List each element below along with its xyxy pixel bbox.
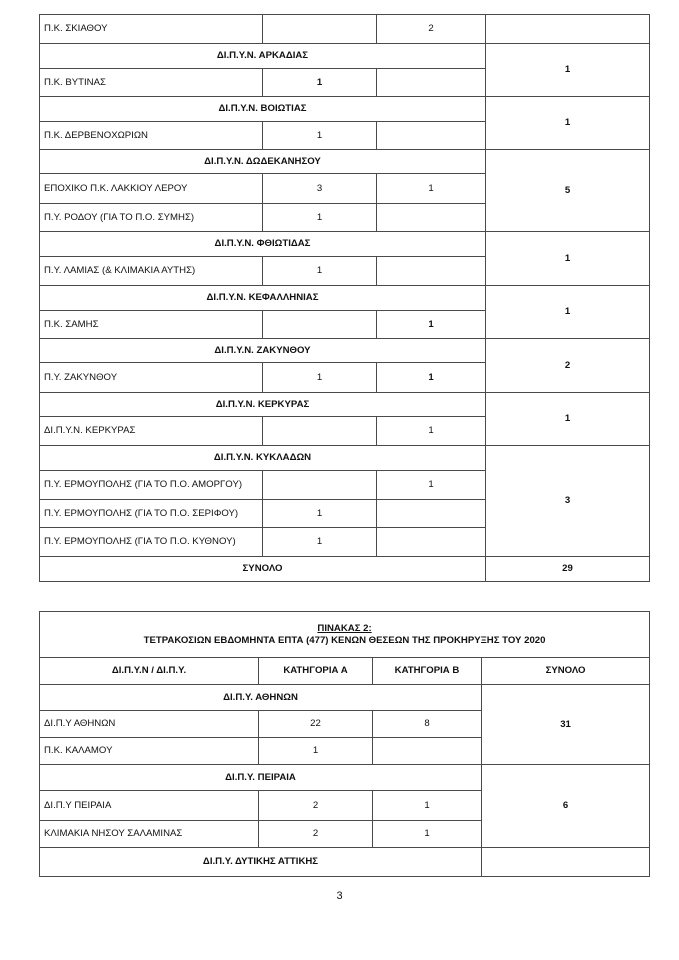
grand-total-row <box>40 557 650 582</box>
table-header-row <box>40 658 650 685</box>
table-caption-title: ΤΕΤΡΑΚΟΣΙΩΝ ΕΒΔΟΜΗΝΤΑ ΕΠΤΑ (477) ΚΕΝΩΝ ΘΕΣΕΩΝ ΤΗΣ ΠΡΟΚΗΡΥΞΗΣ ΤΟΥ 2020 <box>143 634 546 646</box>
category-a-value <box>263 417 377 446</box>
total-cell <box>486 15 650 44</box>
table-caption <box>40 612 650 658</box>
group-row <box>40 286 650 311</box>
group-title: ΔΙ.Π.Υ.Ν. ΚΥΚΛΑΔΩΝ <box>40 446 486 471</box>
category-b-value <box>377 204 486 232</box>
unit-name: Π.Κ. ΚΑΛΑΜΟΥ <box>40 738 259 765</box>
group-row <box>40 765 650 791</box>
category-b-value: 1 <box>373 791 482 821</box>
category-a-value <box>263 471 377 500</box>
group-title: ΔΙ.Π.Υ.Ν. ΖΑΚΥΝΘΟΥ <box>40 339 486 363</box>
group-title: ΔΙ.Π.Υ. ΔΥΤΙΚΗΣ ΑΤΤΙΚΗΣ <box>40 848 482 877</box>
group-total: 1 <box>486 393 650 446</box>
category-a-value: 1 <box>259 738 373 765</box>
category-b-value: 1 <box>377 363 486 393</box>
group-total: 1 <box>486 44 650 97</box>
group-total: 1 <box>486 232 650 286</box>
category-a-value: 22 <box>259 711 373 738</box>
category-b-value <box>373 738 482 765</box>
category-b-value <box>377 500 486 528</box>
group-title: ΔΙ.Π.Υ.Ν. ΔΩΔΕΚΑΝΗΣΟΥ <box>40 150 486 174</box>
category-b-value: 2 <box>377 15 486 44</box>
category-b-value <box>377 528 486 557</box>
group-total: 3 <box>486 446 650 557</box>
category-a-value <box>263 15 377 44</box>
table-caption-number: ΠΙΝΑΚΑΣ 2: <box>317 623 372 635</box>
unit-name: ΔΙ.Π.Υ ΑΘΗΝΩΝ <box>40 711 259 738</box>
group-title: ΔΙ.Π.Υ.Ν. ΒΟΙΩΤΙΑΣ <box>40 97 486 122</box>
category-b-value: 1 <box>377 417 486 446</box>
header-category-a: ΚΑΤΗΓΟΡΙΑ Α <box>259 658 373 685</box>
group-total: 31 <box>482 685 650 765</box>
header-unit: ΔΙ.Π.Υ.Ν / ΔΙ.Π.Υ. <box>40 658 259 685</box>
category-a-value: 1 <box>263 122 377 150</box>
category-b-value: 1 <box>373 821 482 848</box>
unit-name: Π.Υ. ΕΡΜΟΥΠΟΛΗΣ (ΓΙΑ ΤΟ Π.Ο. ΑΜΟΡΓΟΥ) <box>40 471 263 500</box>
unit-name: Π.Κ. ΒΥΤΙΝΑΣ <box>40 69 263 97</box>
header-category-b: ΚΑΤΗΓΟΡΙΑ Β <box>373 658 482 685</box>
group-row <box>40 446 650 471</box>
group-title: ΔΙ.Π.Υ. ΑΘΗΝΩΝ <box>40 685 482 711</box>
category-a-value: 1 <box>263 69 377 97</box>
vacancies-table-1 <box>39 14 650 582</box>
unit-name: ΔΙ.Π.Υ ΠΕΙΡΑΙΑ <box>40 791 259 821</box>
category-b-value <box>377 122 486 150</box>
category-a-value <box>263 311 377 339</box>
unit-name: Π.Υ. ΡΟΔΟΥ (ΓΙΑ ΤΟ Π.Ο. ΣΥΜΗΣ) <box>40 204 263 232</box>
unit-name: ΚΛΙΜΑΚΙΑ ΝΗΣΟΥ ΣΑΛΑΜΙΝΑΣ <box>40 821 259 848</box>
group-total: 5 <box>486 150 650 232</box>
grand-total-label: ΣΥΝΟΛΟ <box>40 557 486 582</box>
table-row <box>40 15 650 44</box>
group-total <box>482 848 650 877</box>
category-b-value: 1 <box>377 471 486 500</box>
category-b-value <box>377 69 486 97</box>
page-number: 3 <box>336 890 343 902</box>
grand-total-value: 29 <box>486 557 650 582</box>
group-title: ΔΙ.Π.Υ.Ν. ΑΡΚΑΔΙΑΣ <box>40 44 486 69</box>
table-caption-row <box>40 612 650 658</box>
unit-name: Π.Κ. ΣΚΙΑΘΟΥ <box>40 15 263 44</box>
group-title: ΔΙ.Π.Υ. ΠΕΙΡΑΙΑ <box>40 765 482 791</box>
category-b-value <box>377 257 486 286</box>
category-a-value: 1 <box>263 204 377 232</box>
group-title: ΔΙ.Π.Υ.Ν. ΚΕΦΑΛΛΗΝΙΑΣ <box>40 286 486 311</box>
category-b-value: 1 <box>377 311 486 339</box>
group-row <box>40 848 650 877</box>
category-b-value: 8 <box>373 711 482 738</box>
unit-name: Π.Υ. ΛΑΜΙΑΣ (& ΚΛΙΜΑΚΙΑ ΑΥΤΗΣ) <box>40 257 263 286</box>
unit-name: ΔΙ.Π.Υ.Ν. ΚΕΡΚΥΡΑΣ <box>40 417 263 446</box>
group-title: ΔΙ.Π.Υ.Ν. ΦΘΙΩΤΙΔΑΣ <box>40 232 486 257</box>
unit-name: ΕΠΟΧΙΚΟ Π.Κ. ΛΑΚΚΙΟΥ ΛΕΡΟΥ <box>40 174 263 204</box>
header-total: ΣΥΝΟΛΟ <box>482 658 650 685</box>
group-total: 1 <box>486 97 650 150</box>
category-b-value: 1 <box>377 174 486 204</box>
group-row <box>40 685 650 711</box>
category-a-value: 1 <box>263 257 377 286</box>
category-a-value: 1 <box>263 500 377 528</box>
group-row <box>40 232 650 257</box>
group-row <box>40 393 650 417</box>
unit-name: Π.Υ. ΖΑΚΥΝΘΟΥ <box>40 363 263 393</box>
category-a-value: 1 <box>263 363 377 393</box>
group-row <box>40 150 650 174</box>
group-row <box>40 44 650 69</box>
unit-name: Π.Κ. ΔΕΡΒΕΝΟΧΩΡΙΩΝ <box>40 122 263 150</box>
group-total: 6 <box>482 765 650 848</box>
unit-name: Π.Υ. ΕΡΜΟΥΠΟΛΗΣ (ΓΙΑ ΤΟ Π.Ο. ΣΕΡΙΦΟΥ) <box>40 500 263 528</box>
group-row <box>40 339 650 363</box>
group-total: 1 <box>486 286 650 339</box>
unit-name: Π.Υ. ΕΡΜΟΥΠΟΛΗΣ (ΓΙΑ ΤΟ Π.Ο. ΚΥΘΝΟΥ) <box>40 528 263 557</box>
group-total: 2 <box>486 339 650 393</box>
unit-name: Π.Κ. ΣΑΜΗΣ <box>40 311 263 339</box>
group-title: ΔΙ.Π.Υ.Ν. ΚΕΡΚΥΡΑΣ <box>40 393 486 417</box>
group-row <box>40 97 650 122</box>
category-a-value: 2 <box>259 791 373 821</box>
category-a-value: 1 <box>263 528 377 557</box>
category-a-value: 2 <box>259 821 373 848</box>
category-a-value: 3 <box>263 174 377 204</box>
vacancies-table-2 <box>39 611 650 877</box>
